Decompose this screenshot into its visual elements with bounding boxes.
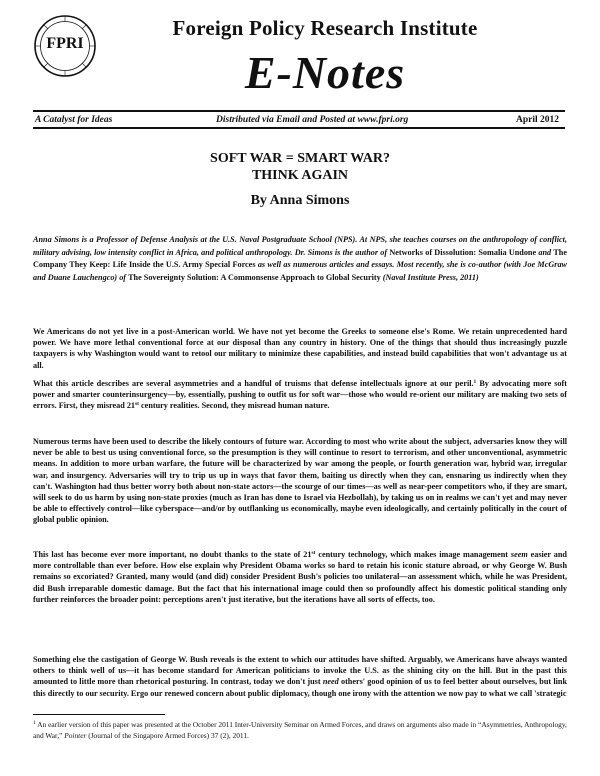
publication-title: E-Notes bbox=[244, 47, 406, 98]
article-title-line1: SOFT WAR = SMART WAR? bbox=[210, 151, 390, 166]
footnote-ref[interactable]: 1 bbox=[473, 379, 477, 385]
org-name: Foreign Policy Research Institute bbox=[172, 16, 478, 40]
body-paragraph: What this article describes are several asymmetries and a handful of truisms that defense intellectuals ignore at our peril.$^1$ By advocating more soft power and smarter counterinsurgency—by, essentially, pushing to outfit us for soft war—those who would re-orient our military are making two sets of errors. First, they misread 21st century realities. Second, they misread human nature. bbox=[33, 379, 567, 411]
body-paragraph: Numerous terms have been used to describe the likely contours of future war. According to most who write about the subject, adversaries know they will never be able to best us using conventional force, so the presumption is they will continue to resort to terrorism, and other unconventional, asymmetric means. In addition to more urban warfare, the future will be characterized by war among the people, or fourth generation war, hybrid war, irregular war, and insurgency. Adversaries will try to trip us up in ways that favor them, baiting us directly when they can, ensnaring us indirectly when they can't. Washington had thus better worry both about non-state actors—the scourge of our times—as well as near-peer competitors who, if they are smart, will seek to do us harm by using non-state proxies (much as Iran has done to Israel via Hezbollah), by taking us on in realms we can't yet and may never be able to effectively control—like cyberspace—and/or by outflanking us economically, maybe even ideologically, and certainly politically in the court of global public opinion. bbox=[33, 437, 567, 525]
body-paragraph: Something else the castigation of George W. Bush reveals is the extent to which our attitudes have shifted. Arguably, we Americans have always wanted others to think well of us—it has become standard for American politicians to invoke the U.S. as the shining city on the hill. But in the past this amounted to little more than rhetorical posturing. In contrast, today we don't just need others' good opinion of us to feel better about ourselves, but link this directly to our security. Ergo our renewed concern about public diplomacy, though one irony with the attention we now pay to what we call 'strategic bbox=[33, 655, 568, 698]
footnote-divider bbox=[33, 714, 165, 715]
book-title: The Sovereignty Solution: A Commonsense Approach to Global Security bbox=[128, 272, 381, 282]
article-title-line2: THINK AGAIN bbox=[251, 168, 349, 183]
byline: By Anna Simons bbox=[250, 193, 350, 208]
footnote: $^1$ An earlier version of this paper was presented at the October 2011 Inter-University Seminar on Armed Forces, and draws on arguments also made in “Asymmetries, Anthropology, and War,” Pointer (Journal of the Singapore Armed Forces) 37 (2), 2011. bbox=[33, 720, 567, 740]
logo-letters: FPRI bbox=[46, 35, 84, 52]
book-title: Networks of Dissolution: Somalia Undone bbox=[389, 247, 537, 257]
tagline: A Catalyst for Ideas bbox=[35, 114, 113, 125]
author-bio: Anna Simons is a Professor of Defense Analysis at the U.S. Naval Postgraduate School (NPS). At NPS, she teaches courses on the anthropology of conflict, military advising, low intensity conflict in Africa, and political anthropology. Dr. Simons is the author of Networks of Dissolution: Somalia Undone and The Company They Keep: Life Inside the U.S. Army Special Forces as well as numerous articles and essays. Most recently, she is co-author (with Joe McGraw and Duane Lauchengco) of The Sovereignty Solution: A Commonsense Approach to Global Security (Naval Institute Press, 2011) bbox=[33, 235, 567, 282]
journal-title: Pointer bbox=[64, 731, 87, 740]
book-title: The Company They Keep: Life Inside the U.S. Army Special Forces bbox=[33, 247, 567, 270]
info-bar bbox=[33, 110, 565, 129]
body-paragraph: This last has become ever more important, no doubt thanks to the state of 21st century technology, which makes image management seem easier and more controllable than ever before. How else explain why President Obama works so hard to retain his iconic stature abroad, or why George W. Bush remains so excoriated? Granted, many would (and did) consider President Bush's policies too unilateral—an assessment which, while he was President, did Bush irreparable domestic damage. But the fact that his international image could then so profoundly affect his domestic political standing only further reinforces the broader point: perceptions aren't just iterative, but the iterations have all sorts of effects, too. bbox=[33, 550, 567, 604]
issue-date: April 2012 bbox=[515, 114, 559, 125]
body-paragraph: We Americans do not yet live in a post-American world. We have not yet become the Greeks to someone else's Rome. We retain unprecedented hard power. We have more lethal conventional force at our disposal than any country in history. One of the things that should thus increasingly puzzle taxpayers is why Washington would want to retool our military to minimize these capabilities, and instead build capabilities that won't advantage us at all. bbox=[33, 327, 567, 370]
distribution-note: Distributed via Email and Posted at www.fpri.org bbox=[216, 114, 409, 125]
